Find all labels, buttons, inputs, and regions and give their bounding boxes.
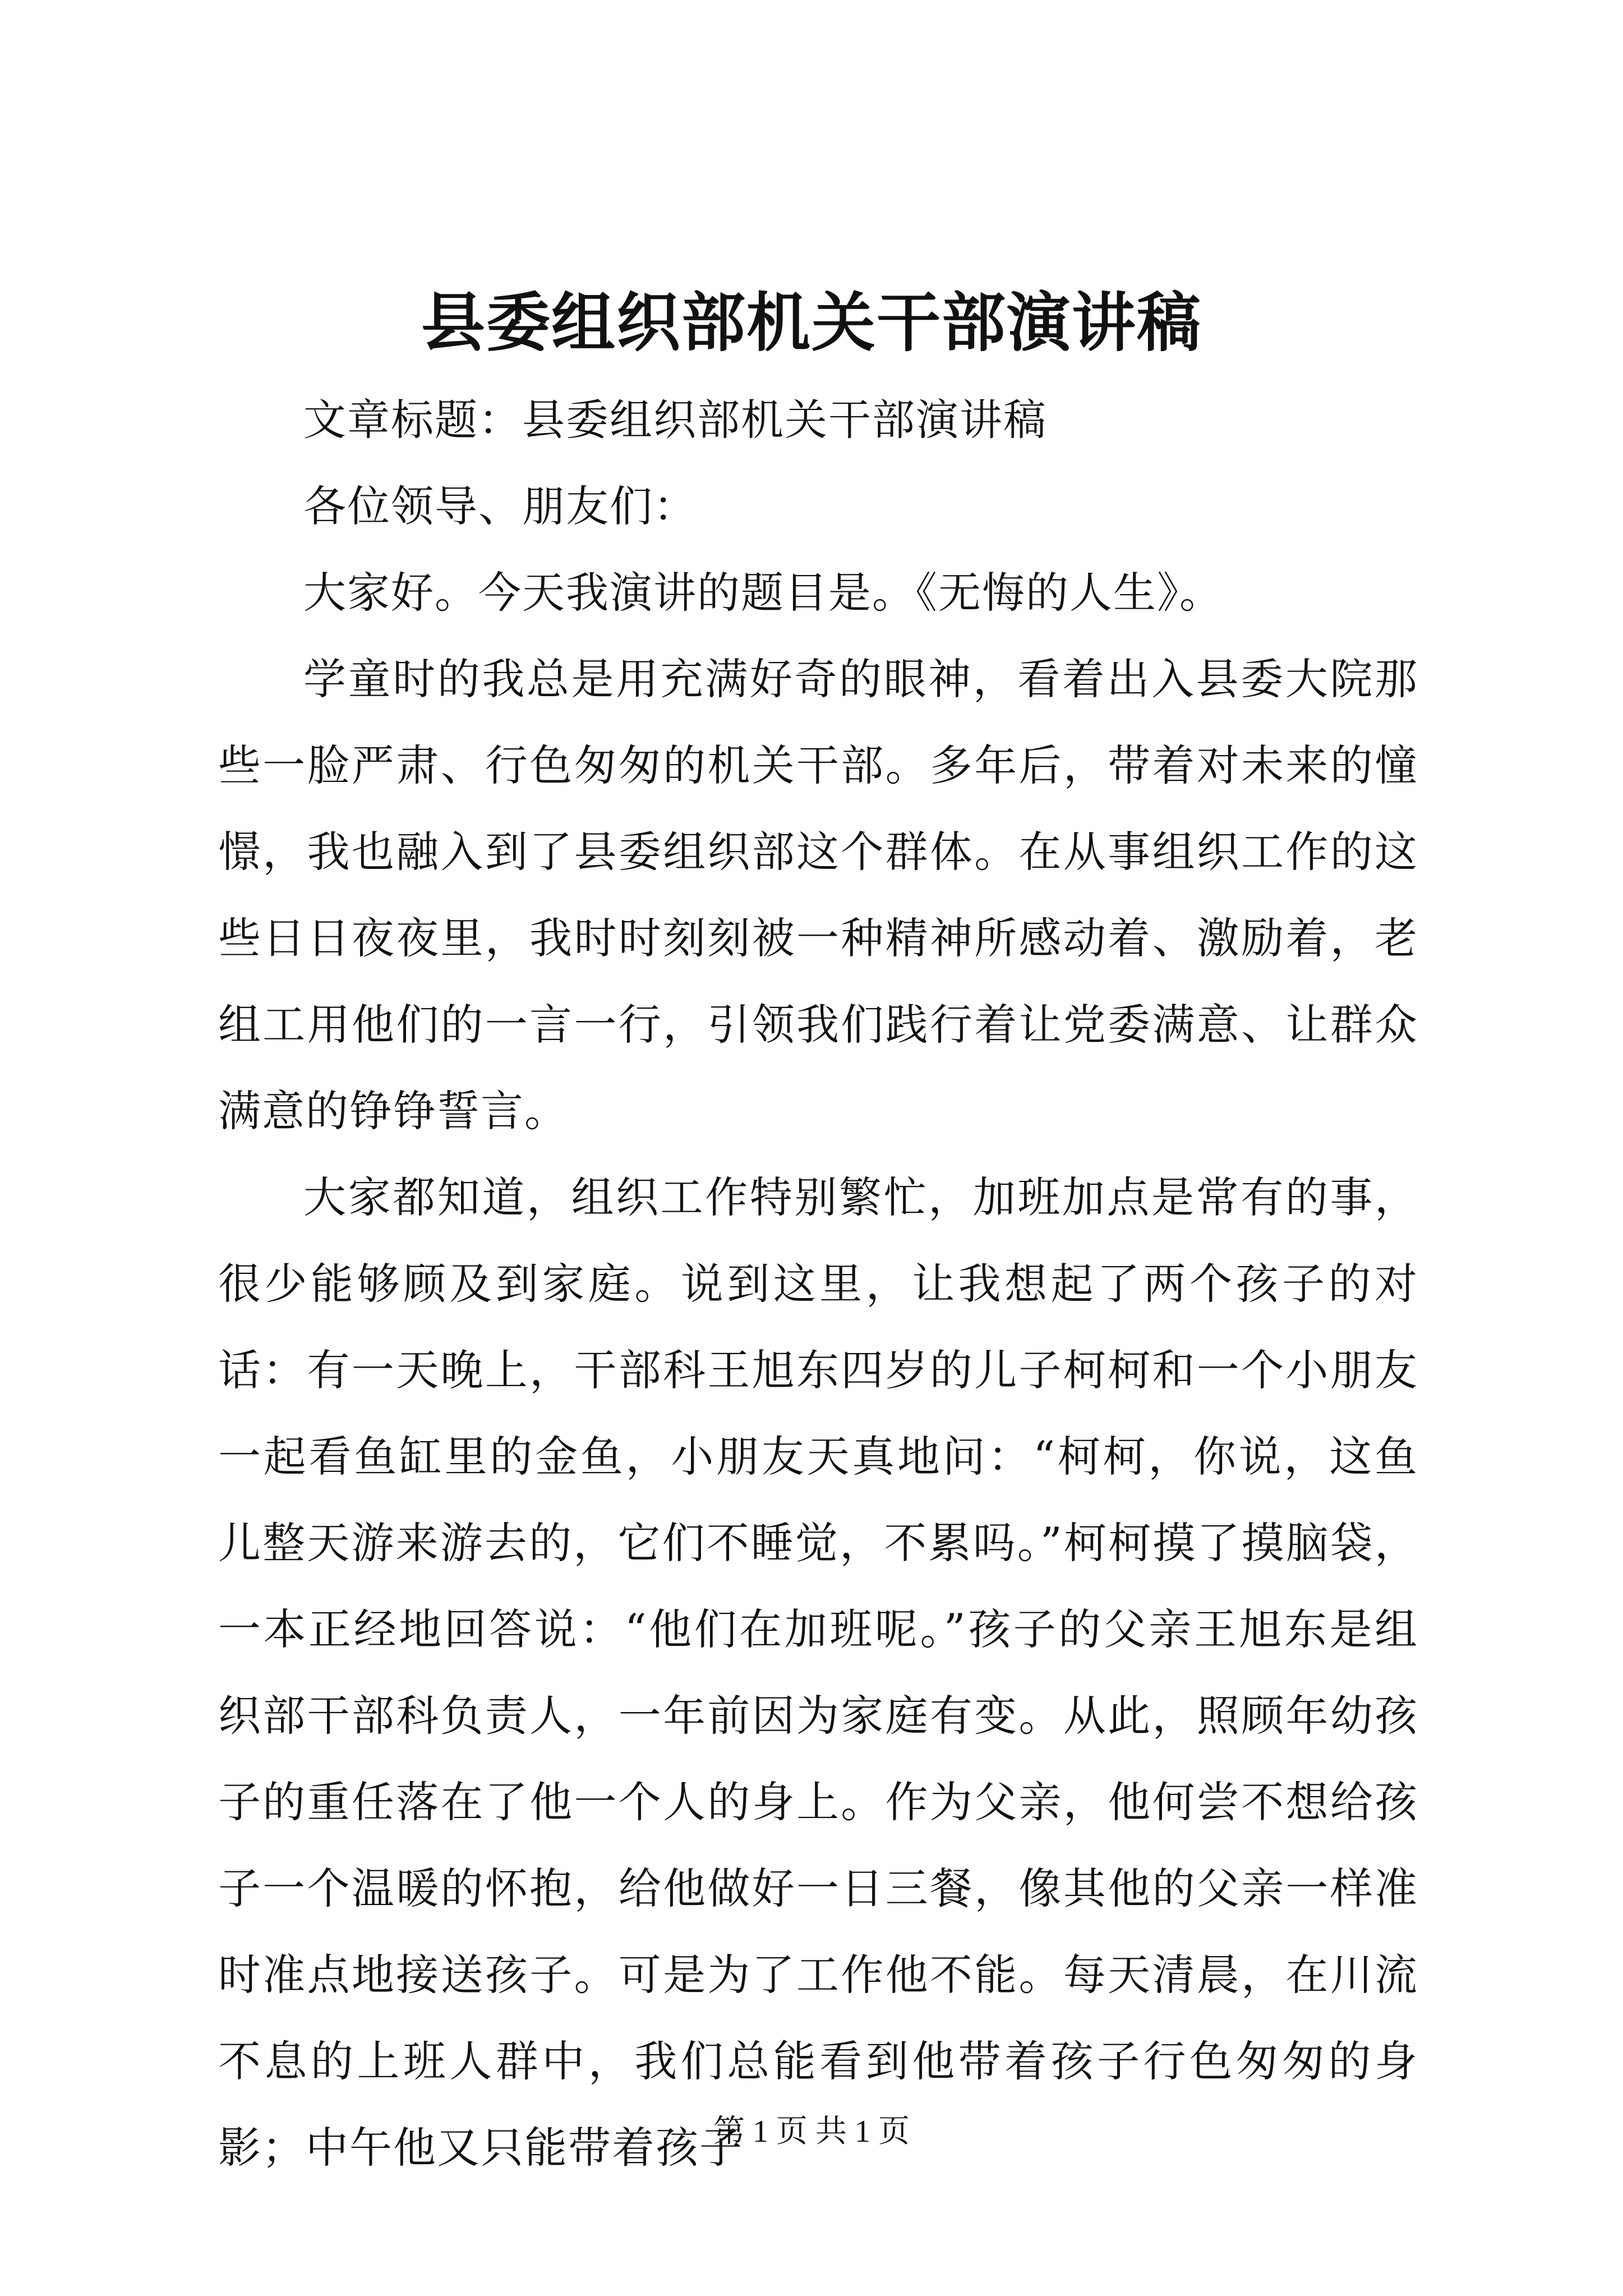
paragraph-childhood: 学童时的我总是用充满好奇的眼神，看着出入县委大院那些一脸严肃、行色匆匆的机关干部。多年后，带着对未来的憧憬，我也融入到了县委组织部这个群体。在从事组织工作的这些日日夜夜里，我时时刻刻被一种精神所感动着、激励着，老组工用他们的一言一行，引领我们践行着让党委满意、让群众满意的铮铮誓言。 xyxy=(218,654,1418,1136)
paragraph-greeting: 大家好。今天我演讲的题目是。《无悔的人生》。 xyxy=(303,568,1223,618)
paragraph-story: 大家都知道，组织工作特别繁忙，加班加点是常有的事，很少能够顾及到家庭。说到这里，让我想起了两个孩子的对话：有一天晚上，干部科王旭东四岁的儿子柯柯和一个小朋友一起看鱼缸里的金鱼，小朋友天真地问：“柯柯，你说，这鱼儿整天游来游去的，它们不睡觉，不累吗。”柯柯摸了摸脑袋，一本正经地回答说：“他们在加班呢。”孩子的父亲王旭东是组织部干部科负责人，一年前因为家庭有变。从此，照顾年幼孩子的重任落在了他一个人的身上。作为父亲，他何尝不想给孩子一个温暖的怀抱，给他做好一日三餐，像其他的父亲一样准时准点地接送孩子。可是为了工作他不能。每天清晨，在川流不息的上班人群中，我们总能看到他带着孩子行色匆匆的身影；中午他又只能带着孩子 xyxy=(218,1172,1418,2173)
page-footer: 第 1 页 共 1 页 xyxy=(713,2114,910,2149)
document-title: 县委组织部机关干部演讲稿 xyxy=(421,285,1202,360)
document-body xyxy=(218,377,1418,2191)
paragraph-salutation: 各位领导、朋友们： xyxy=(303,481,697,531)
paragraph-article-title: 文章标题：县委组织部机关干部演讲稿 xyxy=(303,395,1047,445)
